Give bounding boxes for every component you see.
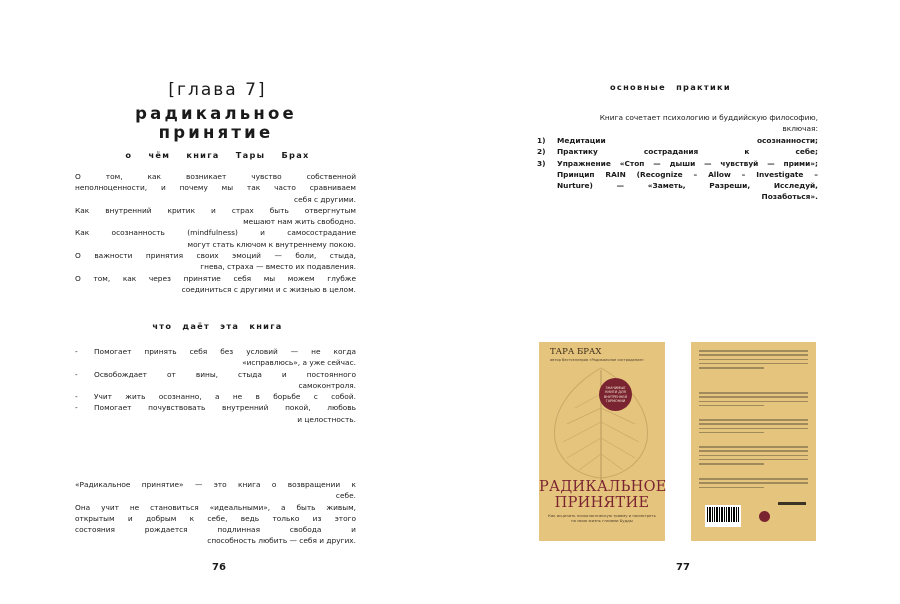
list-item-line: самоконтроля. [298, 380, 356, 390]
about-text [75, 171, 356, 295]
about-line: неполноценности, и почему мы так часто сравниваем [75, 183, 356, 193]
list-item [537, 146, 818, 157]
list-number: 3) [537, 158, 546, 168]
publisher-logo-icon [759, 511, 770, 522]
chapter-title: радикальное принятие [135, 104, 297, 142]
list-item-line: Учит жить осознанно, а не в борьбе с собой. [94, 392, 356, 402]
intro-line: включая: [782, 124, 818, 134]
cover-title-line: ПРИНЯТИЕ [554, 495, 650, 511]
list-item-line: и целостность. [297, 414, 356, 424]
book-front-cover [539, 342, 665, 541]
list-number: 1) [537, 136, 546, 145]
leaf-illustration [545, 364, 657, 482]
practice-line: Nurture) — «Заметь, Разреши, Исследуй, [557, 181, 818, 191]
publisher-mark [778, 502, 806, 505]
closing-line: открытым и добрым к себе, ведь только из этого [75, 513, 356, 523]
intro-line: Книга сочетает психологию и буддийскую философию, [599, 113, 818, 122]
closing-line: себе. [335, 491, 356, 501]
about-line: могут стать ключом к внутреннему покою. [187, 239, 356, 249]
book-back-cover [691, 342, 816, 541]
back-cover-text [699, 350, 808, 371]
cover-author: ТАРА БРАХ [550, 347, 602, 357]
about-line: гнева, страха — вместо их подавления. [200, 262, 356, 272]
closing-line: «Радикальное принятие» — это книга о возвращении к [75, 480, 356, 489]
list-number: 2) [537, 147, 546, 157]
back-cover-text [699, 392, 808, 409]
closing-line: состояния рождается подлинная свобода и [75, 525, 356, 535]
dash: - [75, 392, 78, 402]
page-number: 77 [676, 562, 690, 573]
right-page [450, 0, 900, 604]
practices-heading: основные практики [610, 82, 731, 92]
about-line: Как внутренний критик и страх быть отвергнутым [75, 205, 356, 215]
cover-title-line: РАДИКАЛЬНОЕ [539, 479, 667, 495]
list-item [537, 135, 818, 146]
about-line: О том, как возникает чувство собственной [75, 172, 356, 181]
barcode [705, 505, 741, 527]
list-item [75, 391, 356, 402]
cover-subtitle: автор бестселлеров «Радикальное сострадание» [550, 358, 644, 362]
list-item-line: Помогает почувствовать внутренний покой, любовь [94, 403, 356, 413]
practice-text: Практику сострадания к себе; [557, 147, 818, 157]
gives-heading: что даёт эта книга [152, 321, 283, 331]
practices-intro [537, 112, 818, 135]
gives-list [75, 346, 356, 425]
about-line: О важности принятия своих эмоций — боли, стыда, [75, 251, 356, 261]
cover-badge: ЗНАЧИМЫЕ КНИГИ ДЛЯ ВНУТРЕННЕЙ ГАРМОНИИ [599, 378, 632, 411]
practice-line: Упражнение «Стоп — дыши — чувствуй — прими»; [557, 158, 818, 168]
about-line: себя с другими. [294, 194, 356, 204]
list-item [537, 158, 818, 203]
back-cover-text [699, 478, 808, 491]
chapter-label: [глава 7] [168, 80, 267, 100]
list-item [75, 346, 356, 369]
list-item [75, 402, 356, 425]
dash: - [75, 403, 78, 413]
practice-line: Позаботься». [761, 192, 818, 202]
list-item-line: Освобождает от вины, стыда и постоянного [94, 369, 356, 379]
practice-line: Принцип RAIN (Recognize – Allow – Investigate – [557, 169, 818, 179]
closing-line: Она учит не становиться «идеальными», а быть живым, [75, 502, 356, 512]
list-item [75, 369, 356, 392]
back-cover-text [699, 419, 808, 436]
page-number: 76 [212, 562, 226, 573]
dash: - [75, 369, 78, 379]
dash: - [75, 347, 78, 356]
about-heading: о чём книга Тары Брах [125, 150, 310, 160]
list-item-line: «исправлюсь», а уже сейчас. [242, 358, 356, 368]
back-cover-text [699, 446, 808, 467]
about-line: соединиться с другими и с жизнью в целом. [181, 284, 356, 294]
practices-list [537, 135, 818, 203]
cover-title [539, 479, 665, 511]
about-line: О том, как через принятие себя мы можем глубже [75, 273, 356, 283]
closing-line: способность любить — себя и других. [207, 536, 356, 546]
cover-tagline: Как исцелить психологическую травму и посмотреть на свою жизнь глазами Будды [548, 513, 656, 523]
about-line: мешают нам жить свободно. [243, 217, 356, 227]
practice-text: Медитации осознанности; [557, 136, 818, 145]
list-item-line: Помогает принять себя без условий — не когда [94, 347, 356, 356]
about-line: Как осознанность (mindfulness) и самосострадание [75, 228, 356, 238]
closing-paragraph [75, 479, 356, 547]
